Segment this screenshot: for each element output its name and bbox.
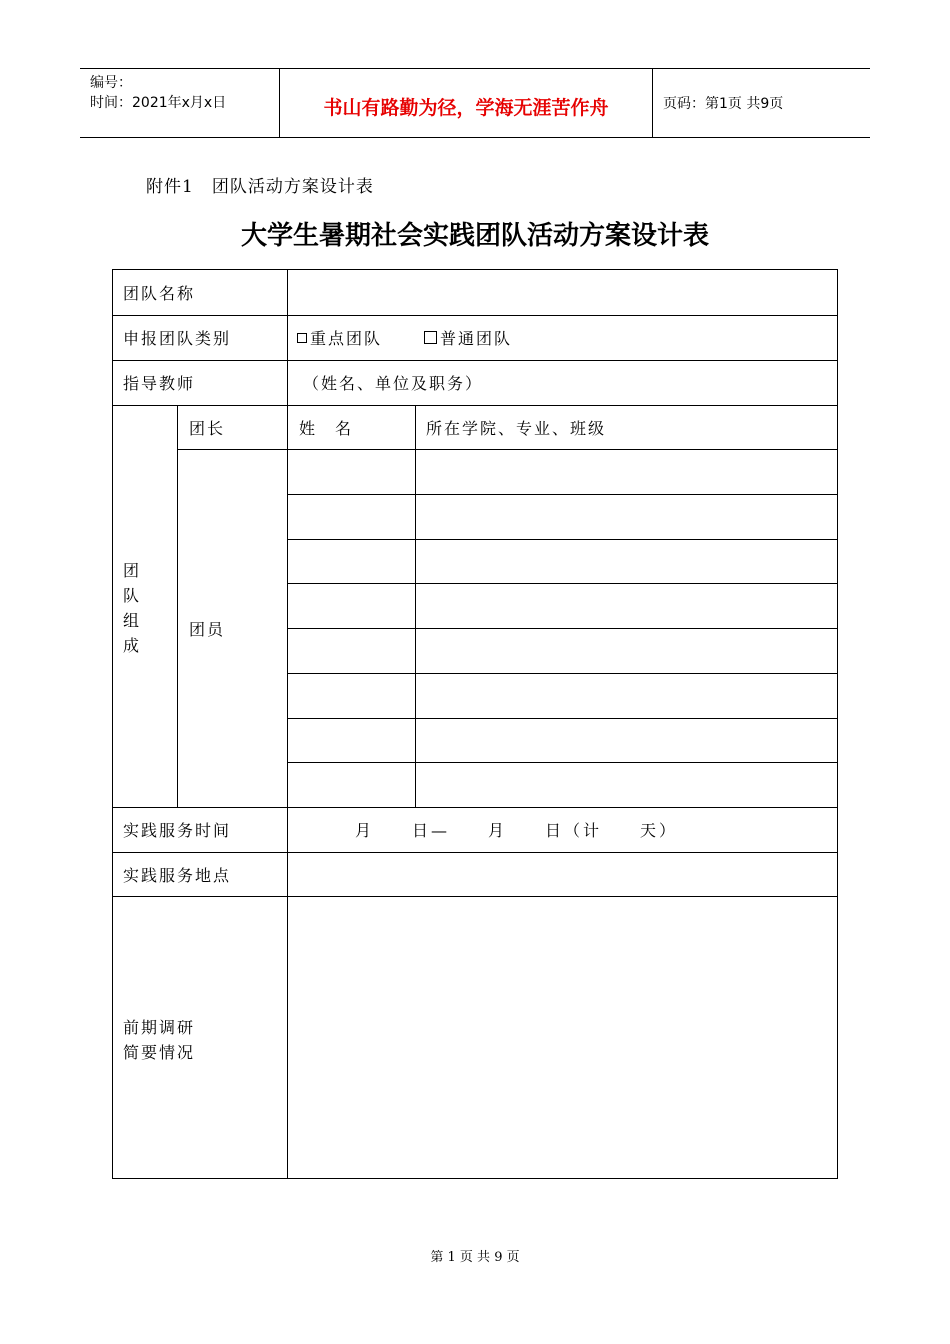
document-header [80, 68, 870, 138]
member-row[interactable] [288, 584, 837, 628]
header-time: 时间：2021年x月x日 [90, 95, 227, 111]
advisor-label: 指导教师 [123, 374, 196, 393]
key-team-checkbox[interactable] [297, 326, 382, 349]
team-category-label: 申报团队类别 [123, 329, 232, 348]
header-meta [80, 69, 280, 137]
header-page-info: 页码：第1页 共9页 [663, 96, 784, 112]
service-time-label: 实践服务时间 [123, 821, 232, 840]
composition-char: 成 [123, 636, 142, 655]
page-title: 大学生暑期社会实践团队活动方案设计表 [240, 221, 709, 251]
key-team-label: 重点团队 [310, 329, 383, 348]
research-label-line2: 简要情况 [123, 1043, 196, 1062]
advisor-hint[interactable]: （姓名、单位及职务） [303, 374, 484, 393]
header-number: 编号： [90, 75, 132, 91]
member-row[interactable] [288, 674, 837, 718]
research-summary-label [123, 1010, 283, 1070]
service-place-label: 实践服务地点 [123, 865, 232, 885]
composition-char: 队 [123, 586, 142, 605]
page-footer: 第 1 页 共 9 页 [430, 1250, 520, 1265]
composition-char: 组 [123, 611, 142, 630]
member-row[interactable] [288, 629, 837, 673]
research-summary-field[interactable] [288, 897, 837, 1178]
team-category-options [297, 315, 817, 360]
normal-team-checkbox[interactable] [424, 326, 512, 349]
composition-char: 团 [123, 561, 142, 580]
member-label: 团员 [189, 619, 226, 639]
team-composition-label [123, 558, 163, 658]
activity-form-table [112, 269, 838, 1179]
header-motto: 书山有路勤为径，学海无涯苦作舟 [280, 69, 653, 137]
college-column-header: 所在学院、专业、班级 [426, 418, 607, 438]
research-label-line1: 前期调研 [123, 1018, 196, 1037]
member-row[interactable] [288, 540, 837, 583]
leader-label: 团长 [189, 418, 226, 438]
normal-team-label: 普通团队 [440, 329, 513, 348]
team-name-label: 团队名称 [123, 284, 196, 303]
checkbox-icon [297, 333, 307, 343]
service-place-field[interactable] [288, 852, 837, 896]
name-column-header: 姓 名 [299, 418, 354, 438]
member-row[interactable] [288, 450, 837, 494]
service-time-value[interactable]: 月 日— 月 日（计 天） [355, 821, 679, 840]
member-row[interactable] [288, 719, 837, 762]
team-name-field[interactable] [288, 270, 837, 315]
member-row[interactable] [288, 763, 837, 807]
attachment-label: 附件1 团队活动方案设计表 [146, 177, 374, 197]
checkbox-icon [424, 331, 437, 344]
member-row[interactable] [288, 495, 837, 539]
